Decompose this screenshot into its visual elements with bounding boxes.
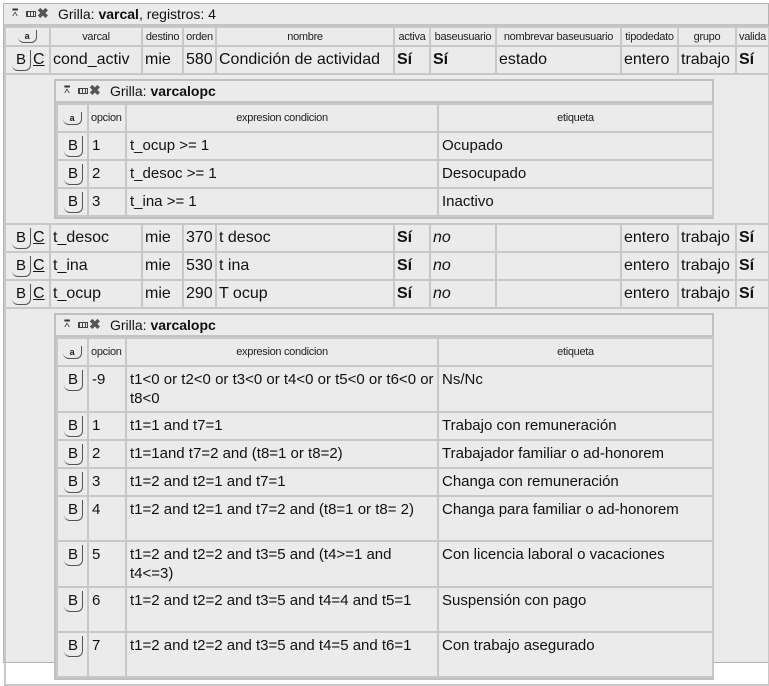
header-action-cell [5, 27, 50, 46]
row-actions [5, 280, 50, 308]
grid-title: Grilla: varcalopc [110, 317, 216, 333]
table-row [57, 188, 713, 216]
cell-opcion[interactable]: -9 [88, 366, 126, 412]
cell-baseusuario[interactable]: no [430, 224, 496, 252]
cell-nombrevar-baseusuario[interactable] [496, 252, 621, 280]
show-detail-button[interactable]: C [33, 229, 45, 246]
grid-titlebar [56, 81, 712, 103]
cell-activa[interactable]: Sí [394, 252, 430, 280]
grid-varcalopc [54, 313, 714, 680]
cell-nombre[interactable]: T ocup [216, 280, 394, 308]
cell-nombrevar-baseusuario[interactable]: estado [496, 46, 621, 74]
add-row-button[interactable]: a [18, 30, 37, 43]
cell-orden[interactable]: 530 [183, 252, 216, 280]
delete-row-button[interactable]: B [64, 370, 83, 391]
cell-destino[interactable]: mie [142, 252, 183, 280]
col-header-grupo[interactable]: grupo [678, 27, 736, 46]
cell-orden[interactable]: 290 [183, 280, 216, 308]
cell-varcal[interactable]: t_ocup [50, 280, 142, 308]
varcal-table [4, 26, 769, 686]
cell-opcion[interactable]: 3 [88, 188, 126, 216]
cell-nombre[interactable]: t ina [216, 252, 394, 280]
cell-nombre[interactable]: Condición de actividad [216, 46, 394, 74]
cell-etiqueta[interactable]: Ns/Nc [438, 366, 713, 412]
row-actions [57, 468, 88, 496]
grid-titlebar [56, 315, 712, 337]
table-row [5, 252, 769, 280]
row-actions [57, 132, 88, 160]
col-header-nombre[interactable]: nombre [216, 27, 394, 46]
header-action-cell [57, 338, 88, 366]
delete-row-button[interactable]: B [12, 284, 31, 305]
col-header-valida[interactable]: valida [736, 27, 769, 46]
cell-grupo[interactable]: trabajo [678, 280, 736, 308]
delete-row-button[interactable]: B [12, 256, 31, 277]
cell-opcion[interactable]: 2 [88, 160, 126, 188]
row-actions [57, 632, 88, 677]
col-header-baseusuario[interactable]: baseusuario [430, 27, 496, 46]
header-row [5, 27, 769, 46]
grid-title: Grilla: varcalopc [110, 83, 216, 99]
delete-row-button[interactable]: B [64, 545, 83, 566]
table-row [57, 468, 713, 496]
show-detail-button[interactable]: C [33, 257, 45, 274]
cell-orden[interactable]: 580 [183, 46, 216, 74]
table-row [5, 280, 769, 308]
table-row [57, 366, 713, 412]
row-actions [57, 160, 88, 188]
col-header-destino[interactable]: destino [142, 27, 183, 46]
delete-row-button[interactable]: B [12, 50, 31, 71]
cell-tipodedato[interactable]: entero [621, 46, 678, 74]
cell-tipodedato[interactable]: entero [621, 280, 678, 308]
delete-row-button[interactable]: B [64, 192, 83, 213]
cell-opcion[interactable]: 2 [88, 440, 126, 468]
delete-row-button[interactable]: B [64, 591, 83, 612]
cell-etiqueta[interactable]: Ocupado [438, 132, 713, 160]
cell-valida[interactable]: Sí [736, 46, 769, 74]
cell-opcion[interactable]: 5 [88, 541, 126, 587]
cell-etiqueta[interactable]: Changa con remuneración [438, 468, 713, 496]
col-header-etiqueta[interactable]: etiqueta [438, 338, 713, 366]
cell-destino[interactable]: mie [142, 280, 183, 308]
table-row [57, 160, 713, 188]
cell-opcion[interactable]: 3 [88, 468, 126, 496]
cell-baseusuario[interactable]: no [430, 252, 496, 280]
table-row [57, 440, 713, 468]
cell-etiqueta[interactable]: Suspensión con pago [438, 587, 713, 632]
row-actions [57, 541, 88, 587]
row-actions [57, 366, 88, 412]
export-excel-icon[interactable]: ✖ [78, 85, 104, 97]
cell-grupo[interactable]: trabajo [678, 252, 736, 280]
header-row [57, 338, 713, 366]
export-excel-icon[interactable]: ✖ [26, 8, 52, 20]
row-actions [57, 587, 88, 632]
col-header-expresion-condicion[interactable]: expresion condicion [126, 338, 438, 366]
cell-valida[interactable]: Sí [736, 252, 769, 280]
col-header-activa[interactable]: activa [394, 27, 430, 46]
cell-valida[interactable]: Sí [736, 224, 769, 252]
add-row-button[interactable]: a [63, 112, 82, 125]
cell-expresion[interactable]: t1=2 and t2=2 and t3=5 and t4=4 and t5=1 [126, 587, 438, 632]
cell-varcal[interactable]: t_desoc [50, 224, 142, 252]
cell-etiqueta[interactable]: Desocupado [438, 160, 713, 188]
cell-tipodedato[interactable]: entero [621, 252, 678, 280]
show-detail-button[interactable]: C [33, 51, 45, 68]
cell-opcion[interactable]: 7 [88, 632, 126, 677]
varcalopc-table [56, 103, 714, 217]
delete-row-button[interactable]: B [64, 136, 83, 157]
delete-row-button[interactable]: B [64, 416, 83, 437]
add-row-button[interactable]: a [63, 346, 82, 359]
cell-expresion[interactable]: t1=1and t7=2 and (t8=1 or t8=2) [126, 440, 438, 468]
cell-etiqueta[interactable]: Changa para familiar o ad-honorem [438, 496, 713, 541]
row-actions [57, 440, 88, 468]
cell-nombrevar-baseusuario[interactable] [496, 224, 621, 252]
cell-expresion[interactable]: t1=2 and t2=2 and t3=5 and (t4>=1 and t4<=3) [126, 541, 438, 587]
cell-etiqueta[interactable]: Con trabajo asegurado [438, 632, 713, 677]
delete-row-button[interactable]: B [64, 164, 83, 185]
delete-row-button[interactable]: B [12, 228, 31, 249]
detail-container [5, 74, 769, 224]
cell-etiqueta[interactable]: Con licencia laboral o vacaciones [438, 541, 713, 587]
cell-opcion[interactable]: 6 [88, 587, 126, 632]
cell-expresion[interactable]: t1=2 and t2=1 and t7=1 [126, 468, 438, 496]
cell-orden[interactable]: 370 [183, 224, 216, 252]
col-header-opcion[interactable]: opcion [88, 338, 126, 366]
cell-tipodedato[interactable]: entero [621, 224, 678, 252]
table-row [57, 496, 713, 541]
cell-baseusuario[interactable]: no [430, 280, 496, 308]
cell-varcal[interactable]: t_ina [50, 252, 142, 280]
grid-varcal [3, 3, 769, 663]
detail-row [5, 74, 769, 224]
col-header-expresion-condicion[interactable]: expresion condicion [126, 104, 438, 132]
delete-row-button[interactable]: B [64, 500, 83, 521]
col-header-tipodedato[interactable]: tipodedato [621, 27, 678, 46]
header-row [57, 104, 713, 132]
show-detail-button[interactable]: C [33, 285, 45, 302]
varcalopc-table [56, 337, 714, 678]
grid-varcalopc [54, 79, 714, 219]
table-row [57, 412, 713, 440]
cell-expresion[interactable]: t_ocup >= 1 [126, 132, 438, 160]
cell-activa[interactable]: Sí [394, 46, 430, 74]
cell-opcion[interactable]: 1 [88, 412, 126, 440]
col-header-nombrevar-baseusuario[interactable]: nombrevar baseusuario [496, 27, 621, 46]
cell-expresion[interactable]: t1=2 and t2=2 and t3=5 and t4=5 and t6=1 [126, 632, 438, 677]
detail-row [5, 308, 769, 685]
detail-container [5, 308, 769, 685]
cell-expresion[interactable]: t_ina >= 1 [126, 188, 438, 216]
col-header-orden[interactable]: orden [183, 27, 216, 46]
cell-etiqueta[interactable]: Trabajador familiar o ad-honorem [438, 440, 713, 468]
col-header-opcion[interactable]: opcion [88, 104, 126, 132]
cell-opcion[interactable]: 4 [88, 496, 126, 541]
cell-nombrevar-baseusuario[interactable] [496, 280, 621, 308]
cell-nombre[interactable]: t desoc [216, 224, 394, 252]
row-actions [57, 412, 88, 440]
table-row [57, 132, 713, 160]
row-actions [5, 224, 50, 252]
cell-baseusuario[interactable]: Sí [430, 46, 496, 74]
header-action-cell [57, 104, 88, 132]
delete-row-button[interactable]: B [64, 636, 83, 657]
cell-varcal[interactable]: cond_activ [50, 46, 142, 74]
cell-activa[interactable]: Sí [394, 224, 430, 252]
table-row [57, 541, 713, 587]
cell-destino[interactable]: mie [142, 46, 183, 74]
cell-opcion[interactable]: 1 [88, 132, 126, 160]
delete-row-button[interactable]: B [64, 444, 83, 465]
row-actions [5, 252, 50, 280]
table-row [5, 224, 769, 252]
collapse-icon[interactable]: ⩞ [63, 85, 71, 96]
cell-grupo[interactable]: trabajo [678, 46, 736, 74]
cell-expresion[interactable]: t_desoc >= 1 [126, 160, 438, 188]
cell-grupo[interactable]: trabajo [678, 224, 736, 252]
cell-etiqueta[interactable]: Inactivo [438, 188, 713, 216]
cell-expresion[interactable]: t1<0 or t2<0 or t3<0 or t4<0 or t5<0 or t6<0 or t8<0 [126, 366, 438, 412]
cell-expresion[interactable]: t1=1 and t7=1 [126, 412, 438, 440]
export-excel-icon[interactable]: ✖ [78, 319, 104, 331]
row-actions [57, 496, 88, 541]
delete-row-button[interactable]: B [64, 472, 83, 493]
table-row [57, 632, 713, 677]
col-header-etiqueta[interactable]: etiqueta [438, 104, 713, 132]
cell-valida[interactable]: Sí [736, 280, 769, 308]
grid-title: Grilla: varcal, registros: 4 [58, 6, 216, 22]
cell-activa[interactable]: Sí [394, 280, 430, 308]
cell-expresion[interactable]: t1=2 and t2=1 and t7=2 and (t8=1 or t8= 2) [126, 496, 438, 541]
collapse-icon[interactable]: ⩞ [63, 319, 71, 330]
row-actions [57, 188, 88, 216]
table-row [57, 587, 713, 632]
collapse-icon[interactable]: ⩞ [11, 8, 19, 19]
col-header-varcal[interactable]: varcal [50, 27, 142, 46]
cell-destino[interactable]: mie [142, 224, 183, 252]
table-row [5, 46, 769, 74]
cell-etiqueta[interactable]: Trabajo con remuneración [438, 412, 713, 440]
grid-titlebar [4, 4, 768, 26]
row-actions [5, 46, 50, 74]
